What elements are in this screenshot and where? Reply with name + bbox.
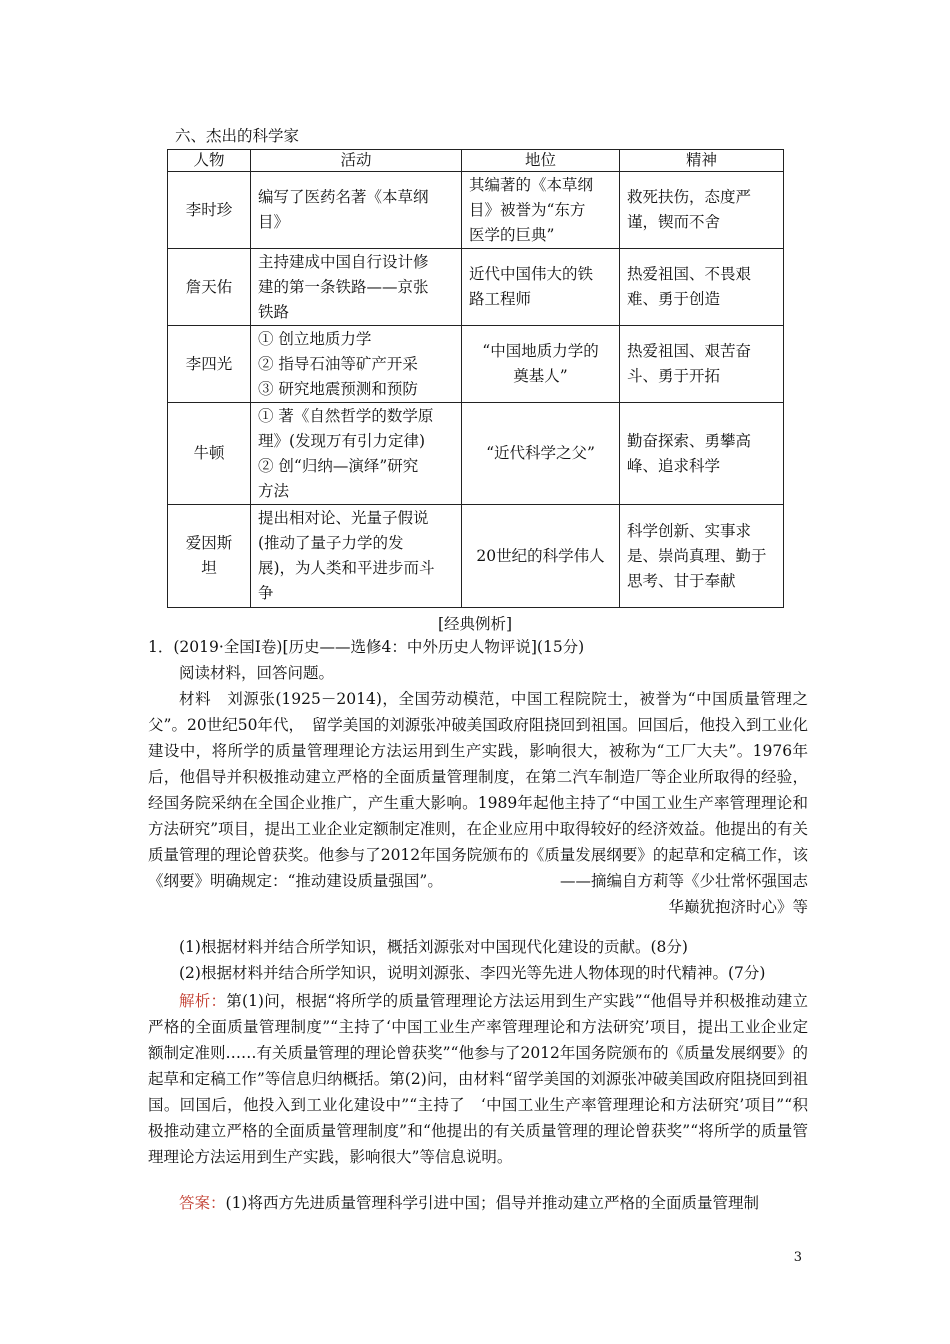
- cell-line: ② 创“归纳—演绎”研究: [258, 456, 419, 475]
- cell-name: [168, 403, 251, 505]
- cell-position: [462, 172, 620, 249]
- cell-name: [168, 326, 251, 403]
- cell-line: 理》(发现万有引力定律): [258, 431, 426, 450]
- cell-line: 牛顿: [193, 444, 225, 462]
- header-position: 地位: [462, 150, 620, 172]
- cell-line: 热爱祖国、不畏艰: [627, 265, 752, 283]
- question-header: 1．(2019·全国Ⅰ卷)[历史——选修4：中外历史人物评说](15分): [148, 638, 585, 656]
- cell-line: 斗、勇于开拓: [627, 367, 721, 385]
- cell-line: 救死扶伤，态度严: [627, 188, 752, 206]
- cell-line: 方法: [258, 481, 290, 500]
- analysis-text: 第(1)问，根据“将所学的质量管理理论方法运用到生产实践”“他倡导并积极推动建立严格的全面质量管理制度”“主持了‘中国工业生产率管理理论和方法研究’项目，提出工业企业定额制定准则……有关质量管理的理论曾获奖”“他参与了2012年国务院颁布的《质量发展纲要》的起草和定稿工作”等信息归纳概括。第(2)问，由材料“留学美国的刘源张冲破美国政府阻挠回到祖国。回国后，他投入到工业化建设中”“主持了 ‘中国工业生产率管理理论和方法研究’项目”“积极推动建立严格的全面质量管理制度”和“他提出的有关质量管理的理论曾获奖”“将所学的质量管理理论方法运用到生产实践，影响很大”等信息说明。: [148, 992, 808, 1166]
- cell-name: [168, 172, 251, 249]
- cell-line: 科学创新、实事求: [627, 521, 752, 540]
- table-row: [168, 505, 784, 608]
- table-row: [168, 249, 784, 326]
- header-spirit: 精神: [620, 150, 784, 172]
- cell-position: [462, 505, 620, 608]
- cell-line: 奠基人”: [513, 367, 568, 385]
- cell-line: 勤奋探索、勇攀高: [627, 431, 752, 450]
- table-row: [168, 326, 784, 403]
- cell-line: 其编著的《本草纲: [469, 175, 594, 194]
- source-line-2: 华巅犹抱济时心》等: [668, 898, 808, 916]
- source-line-1: ——摘编自方莉等《少壮常怀强国志: [559, 872, 808, 890]
- cell-activity: [251, 249, 462, 326]
- cell-line: 路工程师: [469, 290, 532, 308]
- answer-label: 答案：: [179, 1194, 226, 1212]
- cell-line: 谨，锲而不舍: [627, 213, 721, 231]
- cell-name: [168, 505, 251, 608]
- cell-line: 李四光: [185, 354, 233, 373]
- cell-activity: [251, 403, 462, 505]
- cell-line: 提出相对论、光量子假说: [258, 509, 429, 527]
- cell-spirit: [620, 403, 784, 505]
- example-label: [经典例析]: [437, 615, 513, 633]
- cell-line: 是、崇尚真理、勤于: [627, 546, 767, 565]
- cell-spirit: [620, 505, 784, 608]
- cell-activity: [251, 326, 462, 403]
- cell-line: ③ 研究地震预测和预防: [258, 379, 418, 398]
- cell-position: [462, 326, 620, 403]
- cell-line: 思考、甘于奉献: [627, 571, 736, 590]
- header-activity: 活动: [251, 150, 462, 172]
- cell-activity: [251, 172, 462, 249]
- cell-line: 难、勇于创造: [627, 290, 721, 308]
- material-text: 材料 刘源张(1925－2014)，全国劳动模范，中国工程院院士，被誉为“中国质量管理之父”。20世纪50年代， 留学美国的刘源张冲破美国政府阻挠回到祖国。回国后，他投入到工业化建设中，将所学的质量管理理论方法运用到生产实践，影响很大，被称为“工厂大夫”。1976年后，他倡导并积极推动建立严格的全面质量管理制度，在第二汽车制造厂等企业所取得的经验，经国务院采纳在全国企业推广，产生重大影响。1989年起他主持了“中国工业生产率管理理论和方法研究”项目，提出工业企业定额制定准则，在企业应用中取得较好的经济效益。他提出的有关质量管理的理论曾获奖。他参与了2012年国务院颁布的《质量发展纲要》的起草和定稿工作，该《纲要》明确规定：“推动建设质量强国”。: [148, 690, 808, 890]
- header-person: 人物: [168, 150, 251, 172]
- cell-line: 目》被誉为“东方: [469, 200, 586, 219]
- cell-line: 热爱祖国、艰苦奋: [627, 342, 752, 360]
- cell-line: 20世纪的科学伟人: [476, 546, 605, 565]
- answer-paragraph: [148, 1190, 808, 1216]
- question-2: (2)根据材料并结合所学知识，说明刘源张、李四光等先进人物体现的时代精神。(7分): [179, 964, 766, 982]
- cell-spirit: [620, 326, 784, 403]
- cell-line: 李时珍: [185, 200, 233, 219]
- cell-spirit: [620, 172, 784, 249]
- cell-line: 展)，为人类和平进步而斗: [258, 559, 435, 577]
- cell-line: 近代中国伟大的铁: [469, 265, 594, 283]
- cell-name: [168, 249, 251, 326]
- cell-activity: [251, 505, 462, 608]
- cell-line: ① 创立地质力学: [258, 329, 372, 348]
- cell-line: 峰、追求科学: [627, 456, 721, 475]
- cell-line: 詹天佑: [185, 277, 233, 296]
- cell-position: [462, 403, 620, 505]
- cell-spirit: [620, 249, 784, 326]
- cell-line: 争: [258, 584, 274, 602]
- analysis-paragraph: [148, 988, 808, 1170]
- question-1: (1)根据材料并结合所学知识，概括刘源张对中国现代化建设的贡献。(8分): [179, 938, 688, 956]
- table-header-row: [168, 150, 784, 172]
- cell-line: 爱因斯: [185, 534, 233, 552]
- answer-text: (1)将西方先进质量管理科学引进中国；倡导并推动建立严格的全面质量管理制: [225, 1194, 759, 1212]
- cell-line: (推动了量子力学的发: [258, 534, 404, 552]
- cell-line: 主持建成中国自行设计修: [258, 252, 429, 271]
- cell-line: 医学的巨典”: [469, 225, 555, 244]
- scientists-table: [167, 149, 784, 608]
- cell-line: 坦: [201, 559, 217, 577]
- table-row: [168, 403, 784, 505]
- cell-line: 目》: [258, 213, 290, 231]
- page-number: 3: [793, 1250, 802, 1265]
- cell-line: “中国地质力学的: [482, 342, 599, 360]
- cell-line: ① 著《自然哲学的数学原: [258, 406, 434, 425]
- question-instruction: 阅读材料，回答问题。: [179, 664, 335, 682]
- analysis-label: 解析：: [179, 992, 227, 1010]
- cell-line: 建的第一条铁路——京张: [258, 277, 429, 296]
- cell-line: 编写了医药名著《本草纲: [258, 188, 429, 206]
- cell-position: [462, 249, 620, 326]
- cell-line: 铁路: [258, 302, 290, 321]
- table-row: [168, 172, 784, 249]
- section-title: 六、杰出的科学家: [175, 127, 300, 145]
- cell-line: “近代科学之父”: [486, 444, 595, 462]
- cell-line: ② 指导石油等矿产开采: [258, 354, 418, 373]
